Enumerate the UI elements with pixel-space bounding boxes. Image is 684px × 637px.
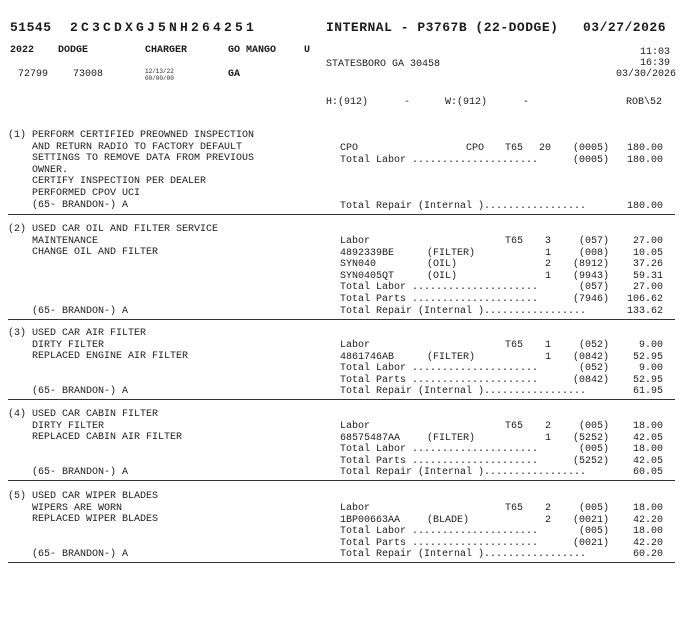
line-label: Total Labor .....................: [340, 363, 539, 375]
line-code: (7946): [572, 294, 609, 305]
blank-date: 00/00/00: [145, 75, 174, 82]
job-divider: [8, 480, 675, 481]
total-repair-label: Total Repair (Internal ).................: [340, 386, 587, 398]
line-code: (005): [578, 421, 609, 432]
line-label: Labor: [340, 236, 371, 247]
line-description: (OIL): [427, 259, 458, 271]
line-label: Total Labor .....................: [340, 526, 539, 538]
vehicle-make: DODGE: [58, 45, 89, 56]
line-code: (0842): [572, 374, 609, 386]
total-repair-label: Total Repair (Internal ).................: [340, 201, 587, 212]
order-title: INTERNAL - P3767B (22-DODGE): [326, 20, 559, 35]
job-tech-line: (65- BRANDON-) A: [8, 305, 129, 317]
line-label: 4892339BE: [340, 247, 395, 259]
dash-1: -: [404, 97, 411, 108]
job-description-line: (4) USED CAR CABIN FILTER: [8, 409, 159, 420]
line-code: (0005): [572, 154, 609, 166]
mileage-in: 72799: [18, 69, 49, 80]
line-label: Total Parts .....................: [340, 537, 539, 549]
line-description: (FILTER): [427, 247, 476, 259]
line-code: (008): [578, 247, 609, 259]
job-description-line: AND RETURN RADIO TO FACTORY DEFAULT: [8, 141, 243, 153]
line-description: (OIL): [427, 270, 458, 282]
line-quantity: 2: [544, 259, 551, 271]
vehicle-year: 2022: [10, 45, 35, 56]
job-description-line: (5) USED CAR WIPER BLADES: [8, 491, 159, 502]
delivery-date: 12/13/22: [145, 68, 174, 75]
total-repair-amount: 60.05: [632, 467, 663, 479]
time-out: 16:39: [639, 58, 670, 69]
line-amount: 10.05: [632, 247, 663, 259]
advisor: ROB\52: [625, 97, 662, 108]
line-label: Total Parts .....................: [340, 455, 539, 467]
job-description-line: CERTIFY INSPECTION PER DEALER: [8, 176, 207, 188]
line-label: Total Labor .....................: [340, 444, 539, 456]
line-label: Labor: [340, 503, 371, 514]
job-description-line: REPLACED CABIN AIR FILTER: [8, 432, 183, 444]
job-tech-line: (65- BRANDON-) A: [8, 386, 129, 398]
line-amount: 52.95: [632, 351, 663, 363]
line-code: (057): [578, 236, 609, 247]
line-code: (052): [578, 363, 609, 375]
line-label: SYN040: [340, 259, 377, 271]
job-description-line: SETTINGS TO REMOVE DATA FROM PREVIOUS: [8, 153, 255, 165]
ro-number: 51545: [10, 20, 52, 35]
total-repair-label: Total Repair (Internal ).................: [340, 305, 587, 317]
total-repair-label: Total Repair (Internal ).................: [340, 549, 587, 561]
job-description-line: (65- BRANDON-) A: [8, 199, 129, 211]
line-amount: 27.00: [632, 236, 663, 247]
job-tech-line: (65- BRANDON-) A: [8, 549, 129, 561]
line-amount: 180.00: [626, 143, 663, 154]
job-description-line: REPLACED WIPER BLADES: [8, 514, 159, 526]
job-divider: [8, 399, 675, 400]
line-code: (005): [578, 526, 609, 538]
job-description-line: CHANGE OIL AND FILTER: [8, 247, 159, 259]
line-amount: 42.20: [632, 537, 663, 549]
line-label: Total Labor .....................: [340, 282, 539, 294]
job-description-line: (1) PERFORM CERTIFIED PREOWNED INSPECTION: [8, 130, 255, 141]
line-code: (0021): [572, 537, 609, 549]
line-tech: T65: [505, 421, 524, 432]
line-amount: 9.00: [638, 340, 663, 351]
line-quantity: 1: [544, 270, 551, 282]
promise-date: 03/30/2026: [615, 69, 676, 80]
total-repair-amount: 61.95: [632, 386, 663, 398]
line-amount: 18.00: [632, 526, 663, 538]
job-divider: [8, 562, 675, 563]
line-tech: T65: [505, 503, 524, 514]
line-label: Labor: [340, 340, 371, 351]
line-amount: 9.00: [638, 363, 663, 375]
job-description-line: OWNER.: [8, 164, 69, 176]
line-description: (FILTER): [427, 432, 476, 444]
line-code: (052): [578, 340, 609, 351]
line-code: (5252): [572, 455, 609, 467]
line-quantity: 2: [544, 421, 551, 432]
line-tech: T65: [505, 340, 524, 351]
line-amount: 37.26: [632, 259, 663, 271]
line-quantity: 1: [544, 432, 551, 444]
line-amount: 106.62: [626, 294, 663, 305]
job-description-line: MAINTENANCE: [8, 235, 99, 247]
line-label: 4861746AB: [340, 351, 395, 363]
line-amount: 18.00: [632, 421, 663, 432]
line-amount: 42.20: [632, 514, 663, 526]
line-label: 1BP00663AA: [340, 514, 401, 526]
time-in: 11:03: [639, 47, 670, 58]
line-tech: T65: [505, 143, 524, 154]
line-description: CPO: [466, 143, 485, 154]
dash-2: -: [523, 97, 530, 108]
line-amount: 59.31: [632, 270, 663, 282]
home-phone: H:(912): [326, 97, 369, 108]
vehicle-code: U: [304, 45, 311, 56]
job-description-line: (3) USED CAR AIR FILTER: [8, 328, 147, 339]
line-label: 68575487AA: [340, 432, 401, 444]
line-code: (0005): [572, 143, 609, 154]
line-amount: 42.05: [632, 432, 663, 444]
total-repair-amount: 180.00: [626, 201, 663, 212]
line-code: (9943): [572, 270, 609, 282]
line-code: (005): [578, 503, 609, 514]
line-amount: 180.00: [626, 154, 663, 166]
line-code: (8912): [572, 259, 609, 271]
vin: 2C3CDXGJ5NH264251: [70, 20, 258, 35]
job-description-line: (2) USED CAR OIL AND FILTER SERVICE: [8, 224, 219, 235]
job-divider: [8, 214, 675, 215]
job-description-line: REPLACED ENGINE AIR FILTER: [8, 351, 189, 363]
line-code: (057): [578, 282, 609, 294]
line-label: Labor: [340, 421, 371, 432]
line-amount: 18.00: [632, 503, 663, 514]
mileage-out: 73008: [73, 69, 104, 80]
line-amount: 18.00: [632, 444, 663, 456]
line-label: Total Labor .....................: [340, 154, 539, 166]
vehicle-model: CHARGER: [145, 45, 188, 56]
job-description-line: DIRTY FILTER: [8, 420, 105, 432]
line-quantity: 1: [544, 247, 551, 259]
line-tech: T65: [505, 236, 524, 247]
job-divider: [8, 319, 675, 320]
work-phone: W:(912): [445, 97, 488, 108]
total-repair-label: Total Repair (Internal ).................: [340, 467, 587, 479]
job-description-line: DIRTY FILTER: [8, 339, 105, 351]
line-quantity: 2: [544, 514, 551, 526]
line-label: Total Parts .....................: [340, 374, 539, 386]
job-description-line: PERFORMED CPOV UCI: [8, 188, 141, 199]
job-tech-line: (65- BRANDON-) A: [8, 467, 129, 479]
line-quantity: 3: [544, 236, 551, 247]
line-label: CPO: [340, 143, 359, 154]
total-repair-amount: 60.20: [632, 549, 663, 561]
line-code: (5252): [572, 432, 609, 444]
line-description: (BLADE): [427, 514, 470, 526]
order-date: 03/27/2026: [582, 20, 666, 35]
line-quantity: 2: [544, 503, 551, 514]
line-description: (FILTER): [427, 351, 476, 363]
line-quantity: 20: [538, 143, 551, 154]
location: STATESBORO GA 30458: [326, 59, 441, 70]
line-label: Total Parts .....................: [340, 294, 539, 305]
line-code: (0021): [572, 514, 609, 526]
line-quantity: 1: [544, 340, 551, 351]
line-quantity: 1: [544, 351, 551, 363]
line-amount: 52.95: [632, 374, 663, 386]
vehicle-color: GO MANGO: [228, 45, 277, 56]
line-code: (005): [578, 444, 609, 456]
total-repair-amount: 133.62: [626, 305, 663, 317]
state: GA: [228, 69, 241, 80]
line-amount: 42.05: [632, 455, 663, 467]
job-description-line: WIPERS ARE WORN: [8, 502, 123, 514]
line-amount: 27.00: [632, 282, 663, 294]
line-label: SYN0405QT: [340, 270, 395, 282]
line-code: (0842): [572, 351, 609, 363]
